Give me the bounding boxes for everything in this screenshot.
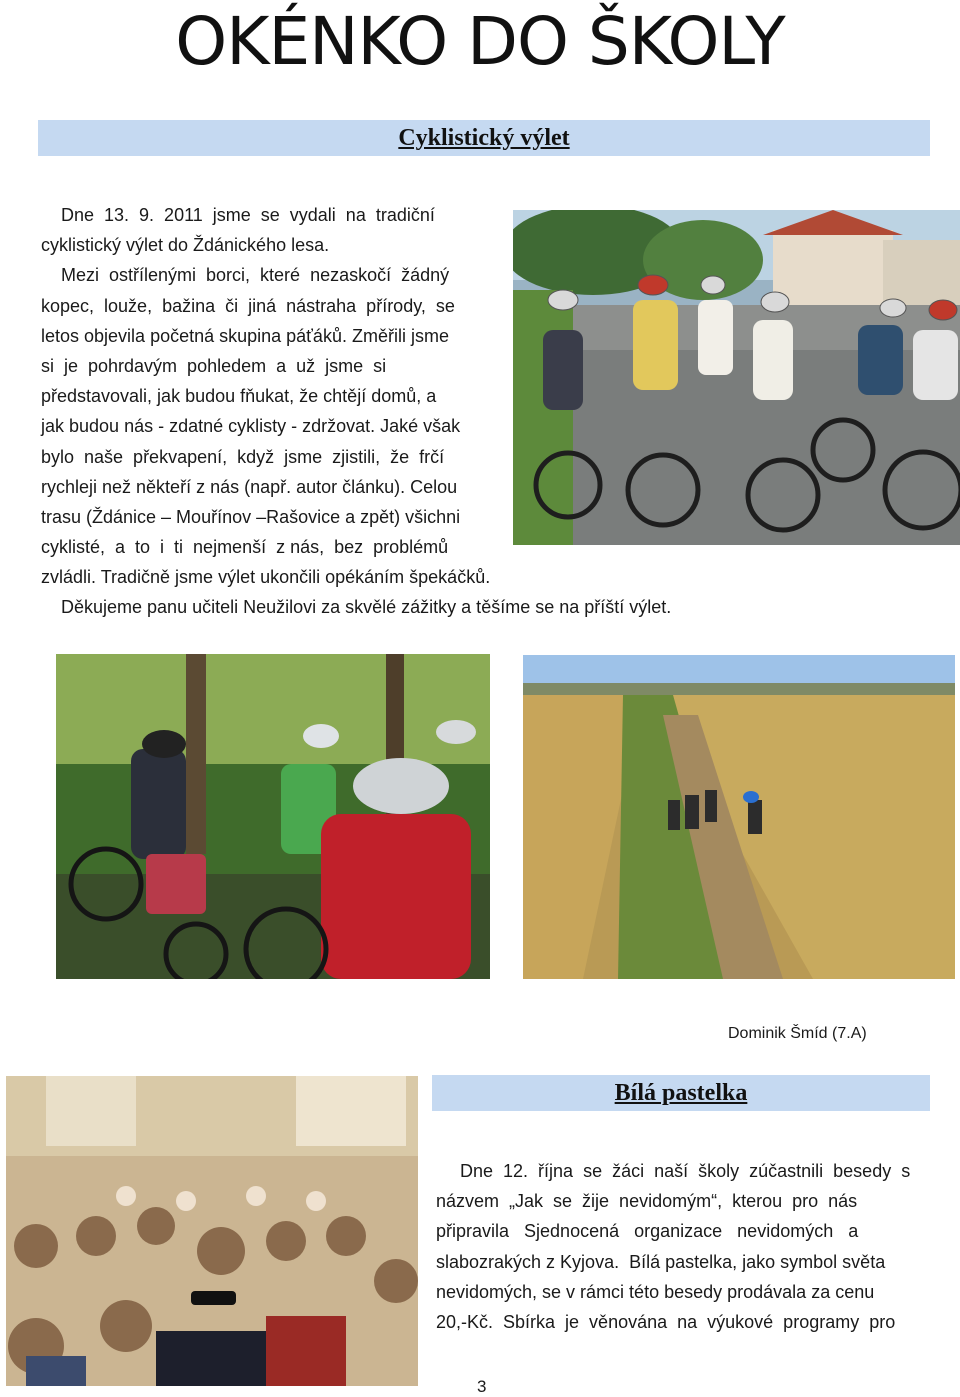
article-title-text: Cyklistický výlet [398,125,570,151]
text-line: cyklistický výlet do Ždánického lesa. [41,235,330,256]
photo-cyclists-forest [56,654,490,979]
text-line: rychleji než někteří z nás (např. autor článku). Celou [41,476,458,497]
page-number: 3 [477,1377,487,1396]
article-cycling-body [41,200,495,562]
article-title-text: Bílá pastelka [614,1080,748,1106]
photo-cyclists-field [523,655,955,979]
text-line [41,200,495,230]
photo-students-audience [6,1076,418,1386]
article-white-crayon-body [436,1156,926,1337]
text-line: připravila Sjednocená organizace nevidomých a [436,1221,859,1242]
text-line: představovali, jak budou fňukat, že chtějí domů, a [41,386,437,407]
text-line: Děkujeme panu učiteli Neužilovi za skvělé zážitky a těšíme se na příští výlet. [61,597,672,618]
text-line: 20,-Kč. Sbírka je věnována na výukové programy pro [436,1312,896,1333]
article-title-cycling-trip [38,120,930,156]
text-line: názvem „Jak se žije nevidomým“, kterou pro nás [436,1191,858,1212]
text-line: bylo naše překvapení, když jsme zjistili, že frčí [41,446,445,467]
text-line: trasu (Ždánice – Mouřínov –Rašovice a zpět) všichni [41,507,461,528]
text-line: nevidomých, se v rámci této besedy prodávala za cenu [436,1281,875,1302]
photo-cyclists-village [513,210,960,545]
article-author: Dominik Šmíd (7.A) [728,1025,867,1042]
article-title-white-crayon [432,1075,930,1111]
text-line: slabozrakých z Kyjova. Bílá pastelka, jako symbol světa [436,1251,886,1272]
text-line: kopec, louže, bažina či jiná nástraha přírody, se [41,295,455,316]
text-line: Dne 12. října se žáci naší školy zúčastnili besedy s [460,1161,911,1181]
text-line: letos objevila početná skupina páťáků. Změřili jsme [41,325,449,346]
text-line: cyklisté, a to i ti nejmenší z nás, bez problémů [41,537,449,558]
text-line: si je pohrdavým pohledem a už jsme si [41,356,387,377]
text-line-content: Dne 13. 9. 2011 jsme se vydali na tradiční [61,205,435,225]
text-line: Mezi ostřílenými borci, které nezaskočí žádný [61,265,450,286]
text-line: zvládli. Tradičně jsme výlet ukončili opékáním špekáčků. [41,567,491,587]
text-line: jak budou nás - zdatné cyklisty - zdržovat. Jaké však [41,416,461,437]
article-cycling-closing [41,562,931,622]
newsletter-masthead: OKÉNKO DO ŠKOLY [175,3,785,80]
